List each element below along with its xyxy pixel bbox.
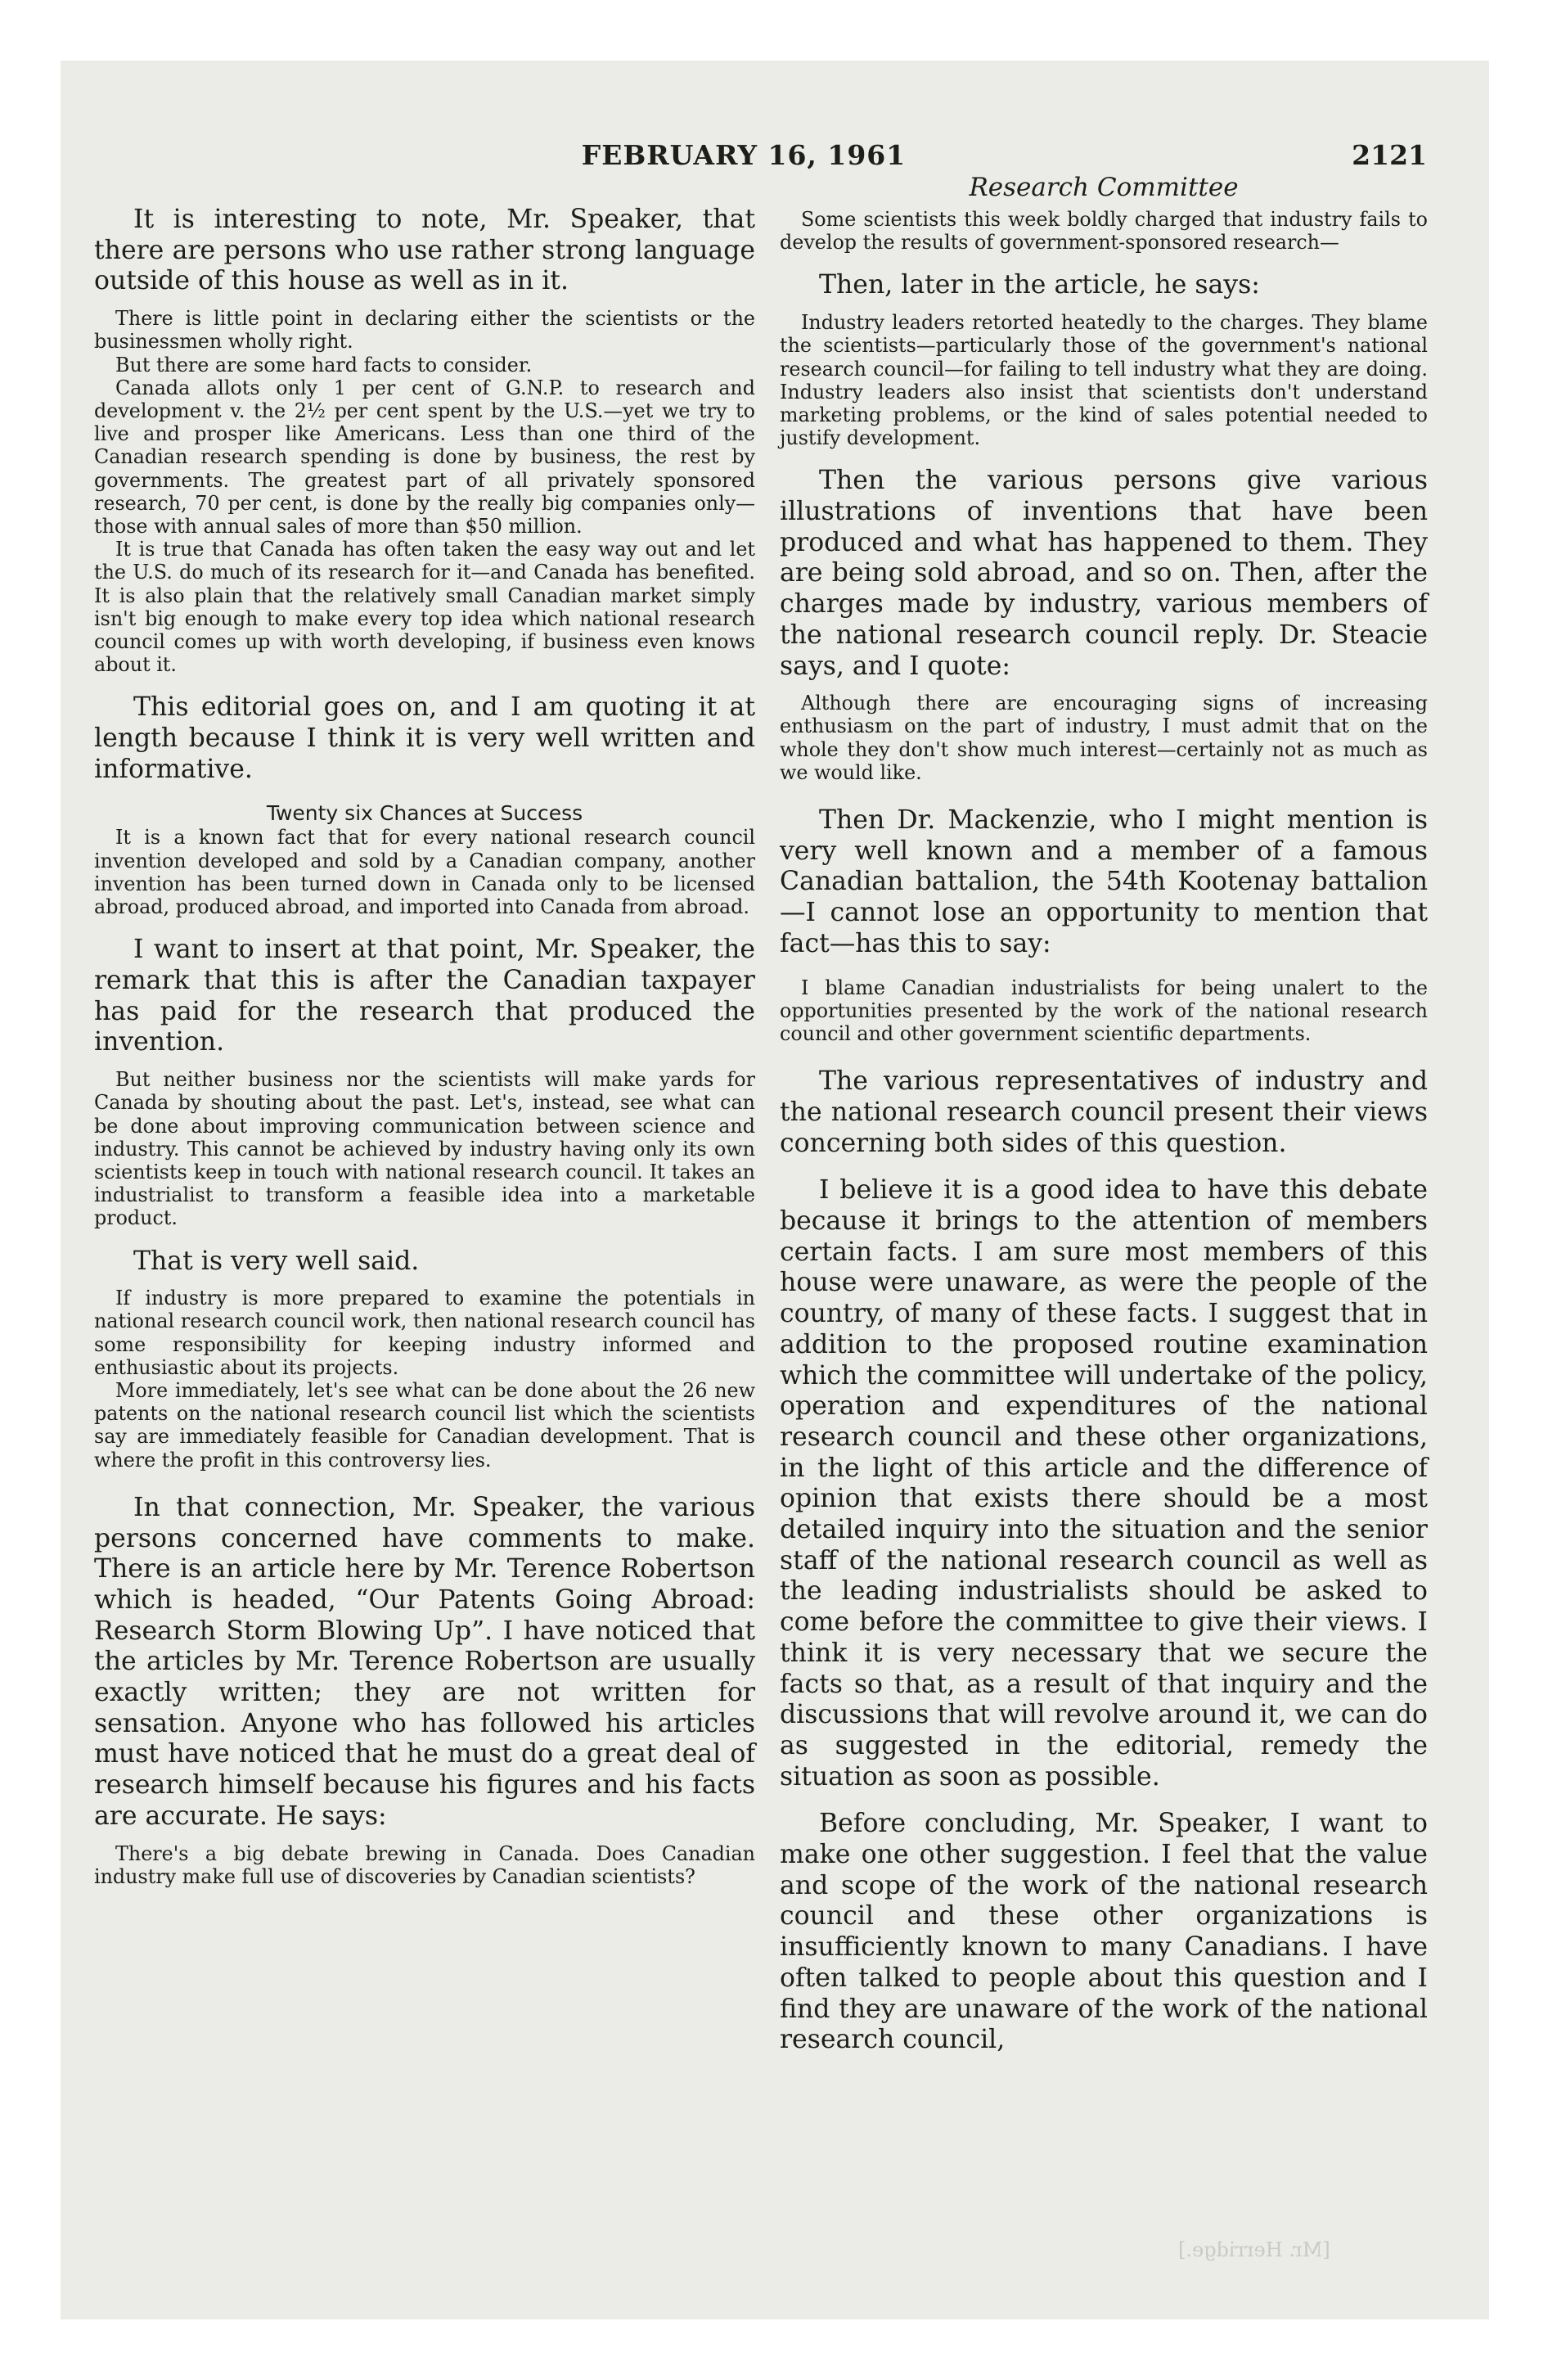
quoted-paragraph: I blame Canadian industrialists for being unalert to the opportunities presented by the work of the national research council and other government scientific departments.: [780, 976, 1428, 1045]
quoted-paragraph: Although there are encouraging signs of increasing enthusiasm on the part of industry, I must admit that on the whole they don't show much interest—certainly not as much as we would like.: [780, 692, 1428, 784]
speech-paragraph: In that connection, Mr. Speaker, the various persons concerned have comments to make. There is an article here by Mr. Terence Robertson which is headed, “Our Patents Going Abroad: Research Storm Blowing Up”. I have noticed that the articles by Mr. Terence Robertson are usually exactly written; they are not written for sensation. Anyone who has followed his articles must have noticed that he must do a great deal of research himself because his figures and his facts are accurate. He says:: [94, 1492, 755, 1831]
page-date: FEBRUARY 16, 1961: [581, 139, 907, 171]
quoted-paragraph: Industry leaders retorted heatedly to the charges. They blame the scientists—particularly those of the government's national research council—for failing to tell industry what they are doing. Industry leaders also insist that scientists don't understand marketing problems, or the kind of sales potential needed to justify development.: [780, 311, 1428, 450]
quoted-paragraph: There's a big debate brewing in Canada. Does Canadian industry make full use of discoveries by Canadian scientists?: [94, 1841, 755, 1888]
right-column: [780, 172, 1428, 2056]
quoted-paragraph: Some scientists this week boldly charged that industry fails to develop the results of government-sponsored research—: [780, 208, 1428, 255]
show-through-text: [Mr. Herridge.]: [1178, 2238, 1330, 2261]
speech-paragraph: It is interesting to note, Mr. Speaker, that there are persons who use rather strong language outside of this house as well as in it.: [94, 205, 755, 296]
speech-paragraph: The various representatives of industry and the national research council present their views concerning both sides of this question.: [780, 1066, 1428, 1158]
speech-paragraph: Then Dr. Mackenzie, who I might mention is very well known and a member of a famous Canadian battalion, the 54th Kootenay battalion—I cannot lose an opportunity to mention that fact—has this to say:: [780, 805, 1428, 958]
speech-paragraph: Before concluding, Mr. Speaker, I want to make one other suggestion. I feel that the value and scope of the work of the national research council and these other organizations is insufficiently known to many Canadians. I have often talked to people about this question and I find they are unaware of the work of the national research council,: [780, 1809, 1428, 2055]
left-column: [94, 205, 755, 1888]
quoted-paragraph: But there are some hard facts to consider.: [115, 353, 533, 376]
section-heading: Research Committee: [969, 173, 1239, 202]
quoted-paragraph: If industry is more prepared to examine the potentials in national research council work, then national research council has some responsibility for keeping industry informed and enthusiastic about its projects.: [94, 1287, 755, 1379]
page-number: 2121: [1352, 139, 1427, 171]
quoted-paragraph: But neither business nor the scientists will make yards for Canada by shouting about the past. Let's, instead, see what can be done about improving communication between science and industry. This cannot be achieved by industry having only its own scientists keep in touch with national research council. It takes an industrialist to transform a feasible idea into a marketable product.: [94, 1068, 755, 1230]
speech-paragraph: I want to insert at that point, Mr. Speaker, the remark that this is after the Canadian taxpayer has paid for the research that produced the invention.: [94, 935, 755, 1057]
quoted-paragraph: There is little point in declaring either the scientists or the businessmen wholly right.: [94, 307, 755, 354]
quoted-paragraph: Canada allots only 1 per cent of G.N.P. to research and development v. the 2½ per cent spent by the U.S.—yet we try to live and prosper like Americans. Less than one third of the Canadian research spending is done by business, the rest by governments. The greatest part of all privately sponsored research, 70 per cent, is done by the really big companies only—those with annual sales of more than $50 million.: [94, 376, 755, 538]
quoted-subheading: Twenty six Chances at Success: [266, 801, 583, 826]
speech-paragraph: Then the various persons give various illustrations of inventions that have been produced and what has happened to them. They are being sold abroad, and so on. Then, after the charges made by industry, various members of the national research council reply. Dr. Steacie says, and I quote:: [780, 466, 1428, 681]
speech-paragraph: Then, later in the article, he says:: [819, 270, 1260, 300]
page-header: [61, 135, 1427, 176]
quoted-paragraph: It is a known fact that for every national research council invention developed and sold by a Canadian company, another invention has been turned down in Canada only to be licensed abroad, produced abroad, and imported into Canada from abroad.: [94, 826, 755, 919]
quoted-paragraph: More immediately, let's see what can be done about the 26 new patents on the national research council list which the scientists say are immediately feasible for Canadian development. That is where the profit in this controversy lies.: [94, 1379, 755, 1472]
speech-paragraph: That is very well said.: [133, 1246, 420, 1276]
quoted-paragraph: It is true that Canada has often taken the easy way out and let the U.S. do much of its research for it—and Canada has benefited. It is also plain that the relatively small Canadian market simply isn't big enough to make every top idea which national research council comes up with worth developing, if business even knows about it.: [94, 538, 755, 677]
speech-paragraph: This editorial goes on, and I am quoting it at length because I think it is very well written and informative.: [94, 692, 755, 784]
speech-paragraph: I believe it is a good idea to have this debate because it brings to the attention of members certain facts. I am sure most members of this house were unaware, as were the people of the country, of many of these facts. I suggest that in addition to the proposed routine examination which the committee will undertake of the policy, operation and expenditures of the national research council and these other organizations, in the light of this article and the difference of opinion that exists there should be a most detailed inquiry into the situation and the senior staff of the national research council as well as the leading industrialists should be asked to come before the committee to give their views. I think it is very necessary that we secure the facts so that, as a result of that inquiry and the discussions that will revolve around it, we can do as suggested in the editorial, remedy the situation as soon as possible.: [780, 1175, 1428, 1792]
